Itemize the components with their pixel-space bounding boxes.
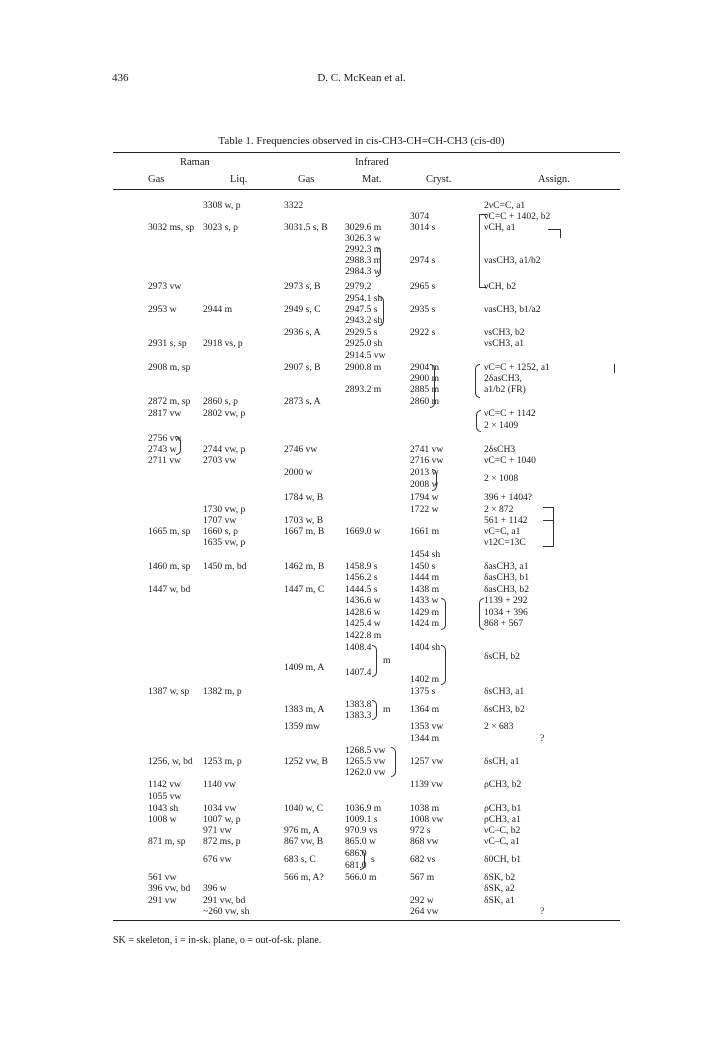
cell-ir-cryst: 972 s (410, 825, 431, 836)
bracket-872-mid (543, 520, 554, 521)
cell-raman-gas: 871 m, sp (148, 836, 186, 847)
cell-ir-gas: 2746 vw (284, 444, 318, 455)
bracket-872-right (553, 507, 554, 547)
cell-assign: νC=C + 1252, a1 (484, 362, 550, 373)
cell-ir-cryst: 1353 vw (410, 721, 444, 732)
cell-ir-mat: 1428.6 w (345, 607, 381, 618)
cell-ir-cryst: 2935 s (410, 304, 436, 315)
cell-raman-liq: 3023 s, p (203, 222, 238, 233)
cell-raman-liq: 1034 vw (203, 803, 237, 814)
cell-ir-mat: 1422.8 m (345, 630, 382, 641)
cell-raman-liq: 1140 vw (203, 779, 236, 790)
cell-ir-mat: 2929.5 s (345, 327, 378, 338)
cell-ir-gas: 1040 w, C (284, 803, 324, 814)
brace-raman-2756 (176, 436, 181, 455)
cell-ir-gas: 683 s, C (284, 854, 316, 865)
cell-ir-mat: 1436.6 w (345, 595, 381, 606)
cell-raman-liq: 2944 m (203, 304, 233, 315)
cell-ir-cryst: 1433 w (410, 595, 439, 606)
brace-mat-1408 (372, 645, 377, 677)
mark-m-1408: m (383, 655, 391, 666)
cell-raman-liq: 1450 m, bd (203, 561, 247, 572)
bracket-1252-right (614, 364, 615, 373)
cell-ir-mat: 2954.1 sh (345, 293, 383, 304)
cell-ir-gas: 2000 w (284, 467, 313, 478)
brace-assign-combos (479, 598, 484, 630)
cell-raman-liq: 971 vw (203, 825, 232, 836)
cell-assign: 1139 + 292 (484, 595, 528, 606)
cell-raman-liq: 291 vw, bd (203, 895, 246, 906)
cell-assign: νCH, b2 (484, 281, 517, 292)
cell-ir-mat: 1444.5 s (345, 584, 378, 595)
brace-mat-1383 (372, 700, 377, 720)
cell-ir-gas: 566 m, A? (284, 872, 324, 883)
cell-raman-gas: 1447 w, bd (148, 584, 191, 595)
cell-ir-cryst: 868 vw (410, 836, 439, 847)
cell-ir-cryst: 2974 s (410, 255, 436, 266)
cell-ir-gas: 3031.5 s, B (284, 222, 328, 233)
cell-assign: ν12C=13C (484, 537, 526, 548)
cell-ir-cryst: 567 m (410, 872, 435, 883)
cell-ir-gas: 1447 m, C (284, 584, 325, 595)
cell-assign: δsCH3, b2 (484, 704, 525, 715)
cell-ir-mat: 1407.4 (345, 667, 372, 678)
bracket-872-top (543, 507, 554, 508)
cell-raman-liq: 872 ms, p (203, 836, 241, 847)
cell-ir-mat: 1009.1 s (345, 814, 378, 825)
cell-ir-mat: 1265.5 vw (345, 756, 386, 767)
cell-ir-cryst: 1450 s (410, 561, 436, 572)
cell-assign: δsCH, b2 (484, 651, 520, 662)
cell-raman-gas: 1055 vw (148, 791, 182, 802)
raman-group-header: Raman (180, 157, 210, 168)
brace-mat-686 (360, 850, 365, 870)
cell-ir-gas: 1784 w, B (284, 492, 324, 503)
cell-raman-liq: 3308 w, p (203, 200, 241, 211)
cell-raman-gas: 1460 m, sp (148, 561, 191, 572)
cell-ir-cryst: 3074 (410, 211, 430, 222)
cell-assign: δasCH3, b2 (484, 584, 530, 595)
cell-raman-liq: 1660 s, p (203, 526, 238, 537)
cell-ir-mat: 566.0 m (345, 872, 377, 883)
column-header-liq: Liq. (230, 174, 248, 185)
cell-assign: νC–C, b2 (484, 825, 521, 836)
cell-assign: νasCH3, a1/b2 (484, 255, 541, 266)
cell-ir-cryst: 2965 s (410, 281, 436, 292)
cell-ir-cryst: 1722 w (410, 504, 439, 515)
cell-ir-gas: 867 vw, B (284, 836, 324, 847)
cell-assign: 2 × 872 (484, 504, 514, 515)
cell-raman-liq: 2744 vw, p (203, 444, 246, 455)
cell-assign: 868 + 567 (484, 618, 523, 629)
cell-assign: 2νC=C, a1 (484, 200, 526, 211)
cell-raman-gas: 1142 vw (148, 779, 181, 790)
cell-raman-liq: 2918 vs, p (203, 338, 243, 349)
cell-raman-liq: ~260 vw, sh (203, 906, 250, 917)
cell-ir-mat: 970.9 vs (345, 825, 378, 836)
cell-ir-cryst: 264 vw (410, 906, 439, 917)
cell-assign: νC–C, a1 (484, 836, 520, 847)
cell-assign: 2 × 1008 (484, 473, 519, 484)
cell-raman-gas: 2743 w (148, 444, 177, 455)
cell-ir-mat: 2984.3 w (345, 266, 381, 277)
cell-assign: δSK, a1 (484, 895, 515, 906)
cell-ir-gas: 2873 s, A (284, 396, 321, 407)
brace-assign-fr (475, 364, 480, 398)
brace-cryst-1433 (441, 598, 446, 630)
cell-assign: δsCH3, a1 (484, 686, 525, 697)
cell-ir-cryst: 1454 sh (410, 549, 441, 560)
brace-assign-1142 (476, 410, 481, 432)
cell-raman-liq: 2802 vw, p (203, 408, 246, 419)
page-number: 436 (112, 72, 129, 84)
cell-ir-cryst: 1375 s (410, 686, 436, 697)
footnote: SK = skeleton, i = in-sk. plane, o = out-of-sk. plane. (113, 935, 322, 946)
cell-assign: ρCH3, b1 (484, 803, 522, 814)
cell-ir-mat: 1383.3 (345, 710, 372, 721)
cell-raman-liq: 1382 m, p (203, 686, 242, 697)
cell-ir-gas: 1667 m, B (284, 526, 325, 537)
cell-ir-cryst: 2013 w (410, 467, 439, 478)
cell-ir-mat: 1456.2 s (345, 572, 378, 583)
cell-raman-liq: 2860 s, p (203, 396, 238, 407)
cell-ir-cryst: 1444 m (410, 572, 440, 583)
cell-assign: δsCH, a1 (484, 756, 520, 767)
cell-ir-mat: 2925.0 sh (345, 338, 383, 349)
cell-ir-mat: 2900.8 m (345, 362, 382, 373)
cell-ir-gas: 1462 m, B (284, 561, 325, 572)
cell-ir-mat: 1262.0 vw (345, 767, 386, 778)
cell-raman-gas: 291 vw (148, 895, 177, 906)
cell-ir-mat: 1383.8 (345, 699, 372, 710)
cell-ir-cryst: 2741 vw (410, 444, 444, 455)
cell-ir-cryst: 2716 vw (410, 455, 444, 466)
bracket-nuch-right (560, 229, 561, 238)
cell-raman-gas: 1008 w (148, 814, 177, 825)
cell-ir-mat: 1425.4 w (345, 618, 381, 629)
cell-raman-gas: 1665 m, sp (148, 526, 191, 537)
cell-ir-mat: 1669.0 w (345, 526, 381, 537)
cell-ir-gas: 1252 vw, B (284, 756, 328, 767)
cell-ir-cryst: 1257 vw (410, 756, 444, 767)
running-head: D. C. McKean et al. (317, 72, 406, 84)
bracket-fermi-left (479, 214, 480, 288)
cell-assign: νC=C + 1142 (484, 408, 536, 419)
brace-mat-1268 (391, 747, 396, 777)
cell-ir-mat: 686.0 (345, 848, 367, 859)
column-header-gas-raman: Gas (148, 174, 165, 185)
cell-ir-cryst: 1404 sh (410, 642, 441, 653)
cell-raman-gas: 2953 w (148, 304, 177, 315)
cell-ir-gas: 1703 w, B (284, 515, 324, 526)
cell-raman-gas: 2908 m, sp (148, 362, 191, 373)
cell-assign: 561 + 1142 (484, 515, 528, 526)
cell-ir-cryst: 1364 m (410, 704, 440, 715)
cell-ir-cryst: 1424 m (410, 618, 440, 629)
cell-raman-liq: 396 w (203, 883, 227, 894)
cell-ir-mat: 2943.2 sh (345, 315, 383, 326)
cell-raman-gas: 2756 vw (148, 433, 182, 444)
cell-ir-gas: 1383 m, A (284, 704, 325, 715)
cell-ir-cryst: 2900 m (410, 373, 440, 384)
column-header-cryst: Cryst. (426, 174, 452, 185)
cell-ir-gas: 3322 (284, 200, 304, 211)
brace-cryst-2904 (430, 364, 435, 408)
cell-assign: ρCH3, b2 (484, 779, 522, 790)
cell-ir-cryst: 2008 w (410, 479, 439, 490)
cell-ir-gas: 976 m, A (284, 825, 320, 836)
cell-ir-cryst: 1139 vw (410, 779, 443, 790)
bracket-fermi-top (479, 214, 487, 215)
cell-ir-gas: 2973 s, B (284, 281, 321, 292)
cell-raman-gas: 396 vw, bd (148, 883, 191, 894)
cell-assign: νC=C + 1040 (484, 455, 536, 466)
cell-assign: 1034 + 396 (484, 607, 528, 618)
cell-ir-mat: 2992.3 m (345, 244, 382, 255)
cell-assign: a1/b2 (FR) (484, 384, 526, 395)
cell-ir-mat: 1036.9 m (345, 803, 382, 814)
cell-ir-mat: 3029.6 m (345, 222, 382, 233)
cell-ir-mat: 2979.2 (345, 281, 372, 292)
cell-ir-gas: 1409 m, A (284, 662, 325, 673)
cell-raman-gas: 2711 vw (148, 455, 181, 466)
bracket-872-bottom (543, 546, 554, 547)
brace-mat-2988 (376, 247, 381, 277)
cell-raman-liq: 1007 w, p (203, 814, 241, 825)
cell-assign: δSK, a2 (484, 883, 515, 894)
cell-ir-cryst: 1661 m (410, 526, 440, 537)
cell-ir-cryst: 292 w (410, 895, 434, 906)
cell-ir-cryst: 1429 m (410, 607, 440, 618)
bracket-nuch-top (548, 229, 561, 230)
cell-ir-cryst: 1038 m (410, 803, 440, 814)
mark-s-686: s (371, 854, 375, 865)
cell-ir-cryst: 2904 m (410, 362, 440, 373)
cell-ir-cryst: 2922 s (410, 327, 436, 338)
cell-raman-gas: 2973 vw (148, 281, 182, 292)
cell-ir-cryst: 2860 m (410, 396, 440, 407)
cell-ir-cryst: 1438 m (410, 584, 440, 595)
cell-assign: δasCH3, b1 (484, 572, 530, 583)
cell-ir-mat: 2914.5 vw (345, 350, 386, 361)
bracket-fermi-bottom (479, 287, 487, 288)
cell-ir-mat: 2988.3 m (345, 255, 382, 266)
cell-ir-cryst: 1402 m (410, 674, 440, 685)
cell-assign: νsCH3, a1 (484, 338, 525, 349)
cell-raman-gas: 2872 m, sp (148, 396, 191, 407)
brace-cryst-2013 (432, 469, 437, 491)
table-bottom-rule (113, 920, 620, 921)
cell-ir-cryst: 682 vs (410, 854, 436, 865)
cell-raman-liq: 1253 m, p (203, 756, 242, 767)
cell-assign: δasCH3, a1 (484, 561, 529, 572)
cell-raman-gas: 561 vw (148, 872, 177, 883)
cell-raman-gas: 1387 w, sp (148, 686, 190, 697)
brace-cryst-1404 (441, 645, 446, 685)
cell-assign: 2δasCH3, (484, 373, 522, 384)
cell-assign: νC=C + 1402, b2 (484, 211, 551, 222)
cell-raman-liq: 1707 vw (203, 515, 237, 526)
cell-ir-gas: 2949 s, C (284, 304, 321, 315)
cell-assign: νCH, a1 (484, 222, 516, 233)
cell-assign: 2 × 683 (484, 721, 514, 732)
cell-ir-mat: 1458.9 s (345, 561, 378, 572)
cell-assign: δ0CH, b1 (484, 854, 522, 865)
table-caption: Table 1. Frequencies observed in cis-CH3-CH=CH-CH3 (cis-d0) (218, 135, 505, 147)
column-header-gas-ir: Gas (298, 174, 315, 185)
cell-raman-liq: 1730 vw, p (203, 504, 246, 515)
infrared-group-header: Infrared (355, 157, 389, 168)
cell-assign: δSK, b2 (484, 872, 516, 883)
cell-assign: ρCH3, a1 (484, 814, 521, 825)
cell-assign: νsCH3, b2 (484, 327, 525, 338)
cell-raman-gas: 1256, w, bd (148, 756, 193, 767)
cell-raman-gas: 1043 sh (148, 803, 179, 814)
cell-raman-gas: 3032 ms, sp (148, 222, 195, 233)
cell-raman-gas: 2817 vw (148, 408, 182, 419)
column-header-assign: Assign. (538, 174, 570, 185)
cell-assign: νasCH3, b1/a2 (484, 304, 541, 315)
cell-ir-mat: 1408.4 (345, 642, 372, 653)
cell-raman-liq: 1635 vw, p (203, 537, 246, 548)
cell-assign: 2 × 1409 (484, 420, 519, 431)
cell-ir-gas: 2936 s, A (284, 327, 321, 338)
mark-m-1383: m (383, 704, 391, 715)
cell-ir-mat: 3026.3 w (345, 233, 381, 244)
cell-ir-cryst: 1344 m (410, 733, 440, 744)
cell-assign: 2δsCH3 (484, 444, 516, 455)
cell-ir-cryst: 3014 s (410, 222, 436, 233)
cell-ir-mat: 681.0 (345, 860, 367, 871)
cell-raman-liq: 2703 vw (203, 455, 237, 466)
cell-assign: νC=C, a1 (484, 526, 521, 537)
brace-mat-2947 (379, 296, 384, 326)
cell-ir-mat: 2893.2 m (345, 384, 382, 395)
cell-ir-cryst: 2885 m (410, 384, 440, 395)
cell-ir-mat: 2947.5 s (345, 304, 378, 315)
cell-assign: ? (540, 906, 545, 917)
column-header-mat: Mat. (362, 174, 382, 185)
cell-ir-cryst: 1794 w (410, 492, 439, 503)
cell-raman-gas: 2931 s, sp (148, 338, 187, 349)
cell-raman-liq: 676 vw (203, 854, 232, 865)
cell-ir-cryst: 1008 vw (410, 814, 444, 825)
cell-assign: 396 + 1404? (484, 492, 533, 503)
cell-assign: ? (540, 733, 545, 744)
cell-ir-gas: 2907 s, B (284, 362, 321, 373)
cell-ir-mat: 865.0 w (345, 836, 376, 847)
cell-ir-gas: 1359 mw (284, 721, 320, 732)
cell-ir-mat: 1268.5 vw (345, 745, 386, 756)
